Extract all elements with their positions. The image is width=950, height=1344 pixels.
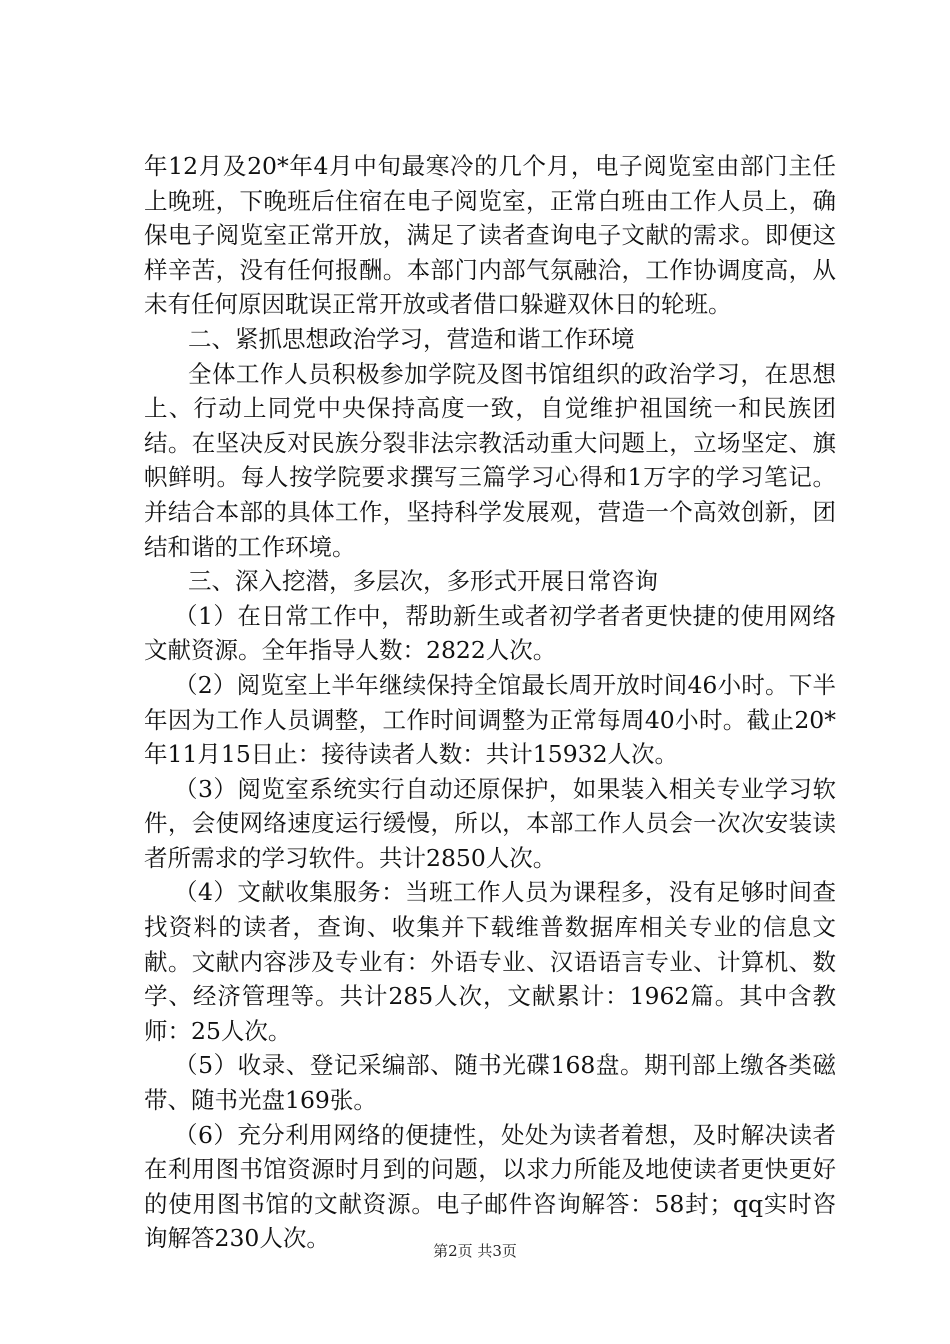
list-item-5: （5）收录、登记采编部、随书光碟168盘。期刊部上缴各类磁带、随书光盘169张。 <box>144 1051 836 1115</box>
section-heading-2: 二、紧抓思想政治学习，营造和谐工作环境 <box>188 324 635 353</box>
paragraph-political-study: 全体工作人员积极参加学院及图书馆组织的政治学习，在思想上、行动上同党中央保持高度一致，自觉维护祖国统一和民族团结。在坚决反对民族分裂非法宗教活动重大问题上，立场坚定、旗帜鲜明。每人按学院要求撰写三篇学习心得和1万字的学习笔记。并结合本部的具体工作，坚持科学发展观，营造一个高效创新，团结和谐的工作环境。 <box>144 359 836 561</box>
section-heading-3: 三、深入挖潜，多层次，多形式开展日常咨询 <box>188 567 658 596</box>
document-body <box>144 149 836 1256</box>
paragraph-continued: 年12月及20*年4月中旬最寒冷的几个月，电子阅览室由部门主任上晚班，下晚班后住宿在电子阅览室，正常白班由工作人员上，确保电子阅览室正常开放，满足了读者查询电子文献的需求。即便这样辛苦，没有任何报酬。本部门内部气氛融洽，工作协调度高，从未有任何原因耽误正常开放或者借口躲避双休日的轮班。 <box>144 152 836 319</box>
list-item-6: （6）充分利用网络的便捷性，处处为读者着想，及时解决读者在利用图书馆资源时月到的问题，以求力所能及地使读者更快更好的使用图书馆的文献资源。电子邮件咨询解答：58封；qq实时咨询解答230人次。 <box>144 1120 836 1253</box>
page-number: 第2页 共3页 <box>433 1242 517 1260</box>
list-item-2: （2）阅览室上半年继续保持全馆最长周开放时间46小时。下半年因为工作人员调整，工作时间调整为正常每周40小时。截止20*年11月15日止：接待读者人数：共计15932人次。 <box>144 670 836 769</box>
list-item-1: （1）在日常工作中，帮助新生或者初学者者更快捷的使用网络文献资源。全年指导人数：2822人次。 <box>144 601 836 665</box>
list-item-3: （3）阅览室系统实行自动还原保护，如果装入相关专业学习软件，会使网络速度运行缓慢，所以，本部工作人员会一次次安装读者所需求的学习软件。共计2850人次。 <box>144 774 836 872</box>
list-item-4: （4）文献收集服务：当班工作人员为课程多，没有足够时间查找资料的读者，查询、收集并下载维普数据库相关专业的信息文献。文献内容涉及专业有：外语专业、汉语语言专业、计算机、数学、经济管理等。共计285人次，文献累计：1962篇。其中含教师：25人次。 <box>144 878 836 1045</box>
page-footer <box>0 1240 950 1261</box>
